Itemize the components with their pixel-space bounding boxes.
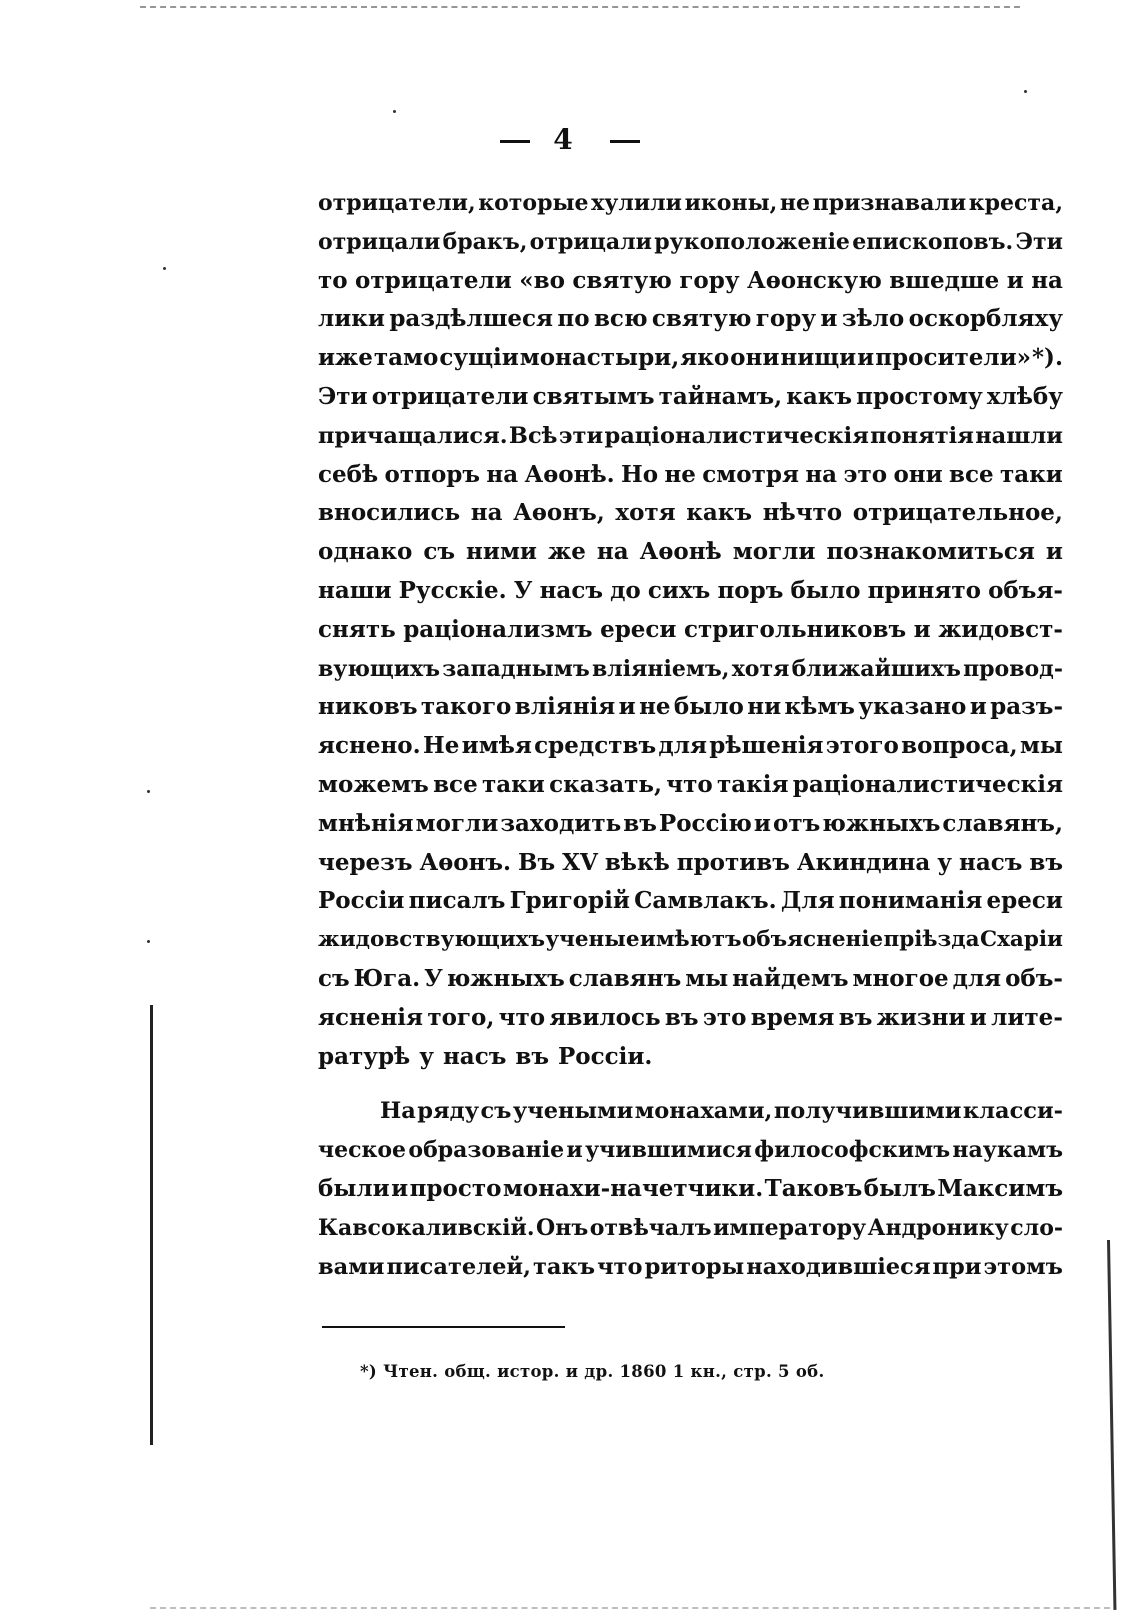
text-line: ческое образованіе и учившимися философскимъ наукамъ	[318, 1137, 1063, 1164]
text-line: причащалися. Всѣ эти раціоналистическія понятія нашли	[318, 422, 1063, 449]
scan-speck	[1024, 90, 1027, 93]
body-text	[318, 184, 1063, 1286]
text-line: отрицали бракъ, отрицали рукоположеніе епископовъ. Эти	[318, 228, 1063, 255]
text-line: Эти отрицатели святымъ тайнамъ, какъ простому хлѣбу	[318, 382, 1063, 410]
text-line: были и просто монахи-начетчики. Таковъ былъ Максимъ	[318, 1174, 1063, 1202]
text-line: наши Русскіе. У насъ до сихъ поръ было принято объя-	[318, 576, 1063, 604]
page-number-dash-left	[500, 140, 530, 143]
text-line: лики раздѣлшеся по всю святую гору и зѣло оскорбляху	[318, 305, 1063, 333]
text-line: яснено. Не имѣя средствъ для рѣшенія этого вопроса, мы	[318, 732, 1063, 760]
text-line: Россіи писалъ Григорій Самвлакъ. Для пониманія ереси	[318, 887, 1063, 915]
paragraph-gap	[318, 1076, 1063, 1092]
scan-top-edge	[140, 6, 1020, 8]
text-line: вносились на Аѳонъ, хотя какъ нѣчто отрицательное,	[318, 499, 1063, 527]
footnote-separator	[322, 1326, 565, 1328]
page-number-value: 4	[553, 123, 587, 156]
page-number	[0, 123, 1140, 156]
page-number-dash-right	[610, 140, 640, 143]
scan-speck	[393, 110, 396, 113]
scan-bottom-edge	[150, 1607, 1110, 1609]
text-line: вующихъ западнымъ вліяніемъ, хотя ближайшихъ провод-	[318, 655, 1063, 682]
text-line: вами писателей, такъ что риторы находившіеся при этомъ	[318, 1253, 1063, 1280]
text-line: ратурѣ у насъ въ Россіи.	[318, 1042, 653, 1070]
text-line: черезъ Аѳонъ. Въ XV вѣкѣ противъ Акиндина у насъ въ	[318, 848, 1063, 876]
footnote: *) Чтен. общ. истор. и др. 1860 1 кн., стр. 5 об.	[360, 1362, 825, 1381]
scan-speck	[147, 790, 150, 793]
scan-speck	[163, 267, 166, 270]
text-line: однако съ ними же на Аѳонѣ могли познакомиться и	[318, 538, 1063, 566]
text-line: иже тамо сущіи монастыри, яко они нищи и просители» *).	[318, 344, 1063, 372]
text-line: можемъ все таки сказать, что такія раціоналистическія	[318, 770, 1063, 798]
text-line: мнѣнія могли заходить въ Россію и отъ южныхъ славянъ,	[318, 809, 1063, 837]
scan-left-edge-shadow	[150, 1005, 153, 1445]
text-line: снять раціонализмъ ереси стригольниковъ и жидовст-	[318, 615, 1063, 643]
text-line: жидовствующихъ ученые имѣютъ объясненіе пріѣзда Схаріи	[318, 927, 1063, 953]
text-line: отрицатели, которые хулили иконы, не признавали креста,	[318, 190, 1063, 216]
scan-speck	[147, 940, 150, 943]
text-line: На ряду съ учеными монахами, получившими класси-	[380, 1098, 1063, 1125]
scan-right-edge-shadow	[1107, 1240, 1116, 1610]
text-line: ясненія того, что явилось въ это время въ жизни и лите-	[318, 1003, 1063, 1031]
text-line: себѣ отпоръ на Аѳонѣ. Но не смотря на это они все таки	[318, 460, 1063, 488]
text-line: никовъ такого вліянія и не было ни кѣмъ указано и разъ-	[318, 693, 1063, 721]
text-line: Кавсокаливскій. Онъ отвѣчалъ императору Андронику сло-	[318, 1214, 1063, 1241]
text-line: то отрицатели «во святую гору Аѳонскую вшедше и на	[318, 266, 1063, 294]
text-line: съ Юга. У южныхъ славянъ мы найдемъ многое для объ-	[318, 964, 1063, 992]
